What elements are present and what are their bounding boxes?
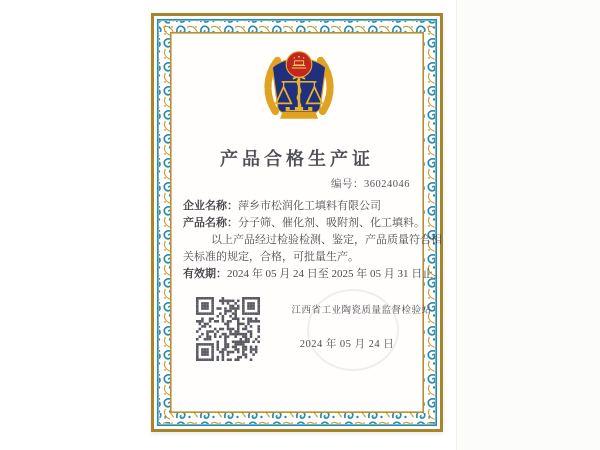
company-name-value: 萍乡市松润化工填料有限公司 (238, 200, 381, 212)
quality-supervision-emblem-icon (261, 47, 337, 129)
serial-label: 编号： (331, 179, 364, 190)
product-name-label: 产品名称： (183, 217, 238, 229)
product-name-value: 分子筛、催化剂、吸附剂、化工填料。 (238, 217, 425, 229)
serial-number-line (331, 176, 410, 191)
certificate (151, 13, 443, 432)
issue-date: 2024 年 05 月 24 日 (299, 339, 395, 350)
product-name-line (183, 215, 425, 232)
validity-line (183, 266, 445, 283)
serial-number: 36024046 (364, 179, 410, 190)
certificate-title: 产品合格生产证 (220, 149, 374, 169)
page-background-right (457, 0, 600, 450)
paper-edge-line (456, 0, 457, 450)
issuing-authority: 江西省工业陶瓷质量监督检验站 (291, 306, 432, 316)
validity-value: 2024 年 05 月 24 日至 2025 年 05 月 31 日止。 (227, 268, 445, 280)
company-name-line (183, 198, 415, 215)
validity-label: 有效期： (183, 268, 227, 280)
qr-code-icon (196, 297, 260, 361)
statement-line-1: 以上产品经过检验检测、鉴定，产品质量符合相 (211, 234, 442, 246)
statement-line-2: 关标准的规定，合格，可批量生产。 (183, 251, 359, 263)
qr-code-image (196, 297, 260, 361)
certificate-body (183, 198, 445, 283)
company-name-label: 企业名称： (183, 200, 238, 212)
